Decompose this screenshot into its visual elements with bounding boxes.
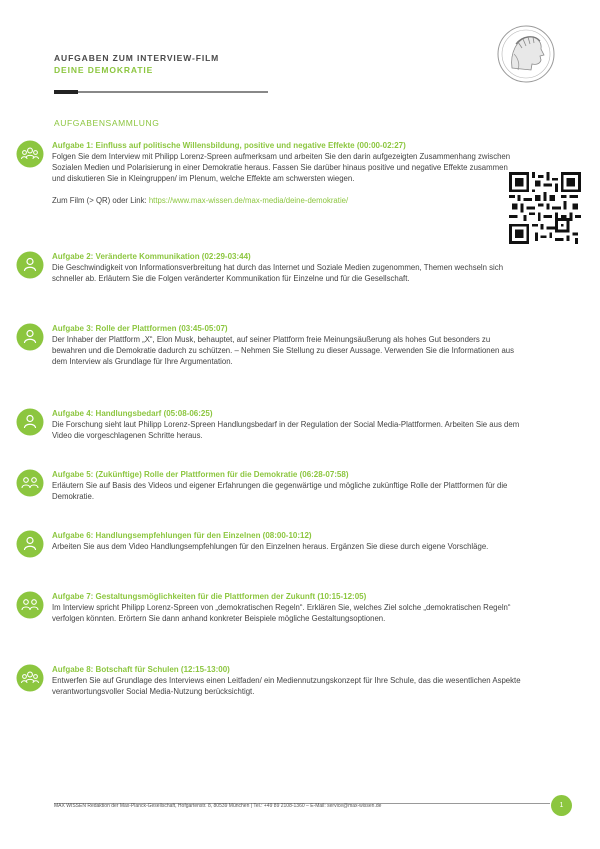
pair-icon [16,469,44,497]
task-text: Der Inhaber der Plattform „X“, Elon Musk, behauptet, auf seiner Plattform freie Meinungsäußerung als hohes Gut besonders zu bewahren und die Demokratie dadurch zu schützen. – Nehmen Sie Stellung zu dieser Aussage. Verwenden Sie die Informationen aus dem Interview als Grundlage für Ihre Argumentation. [52,335,515,367]
document-subtitle: DEINE DEMOKRATIE [54,65,154,75]
pair-icon [16,591,44,619]
film-link[interactable]: https://www.max-wissen.de/max-media/deine-demokratie/ [148,195,349,205]
task-text: Arbeiten Sie aus dem Video Handlungsempfehlungen für den Einzelnen heraus. Ergänzen Sie diese durch eigene Vorschläge. [52,542,489,551]
person-icon [16,408,44,436]
film-link-line [52,195,512,206]
qr-code-icon [509,172,581,244]
document-title: AUFGABEN ZUM INTERVIEW-FILM [54,53,220,63]
task-title: Aufgabe 1: Einfluss auf politische Willensbildung, positive und negative Effekte (00:00-02:27) [52,141,406,150]
footer-text: MAX WISSEN Redaktion der Max-Planck-Gesellschaft, Hofgartenstr. 8, 80539 München | Tel.: +49 89 2108-1360 – E-Mail: service@max-wissen.de [54,803,382,809]
person-icon [16,530,44,558]
task-title: Aufgabe 4: Handlungsbedarf (05:08-06:25) [52,409,213,418]
task-text: Entwerfen Sie auf Grundlage des Interviews einen Leitfaden/ ein Mediennutzungskonzept für Ihre Schule, das die wesentlichen Aspekte verantwortungsvoller Social Media-Nutzung berücksichtigt. [52,676,521,697]
task-title: Aufgabe 6: Handlungsempfehlungen für den Einzelnen (08:00-10:12) [52,531,312,540]
task-text: Folgen Sie dem Interview mit Philipp Lorenz-Spreen aufmerksam und arbeiten Sie den darin aufgezeigten Zusammenhang zwischen Sozialen Medien und Polarisierung in einer Demokratie heraus. Fassen Sie darüber hinaus positive und negative Effekte zusammen und diskutieren Sie in Kleingruppen/ im Plenum, welche Effekte am schwersten wiegen. [52,152,511,184]
group-icon [16,140,44,168]
page-number: 1 [551,795,572,816]
task-title: Aufgabe 7: Gestaltungsmöglichkeiten für die Plattformen der Zukunft (10:15-12:05) [52,592,367,601]
task-title: Aufgabe 2: Veränderte Kommunikation (02:29-03:44) [52,252,251,261]
section-heading: AUFGABENSAMMLUNG [54,118,160,128]
task-text: Die Geschwindigkeit von Informationsverbreitung hat durch das Internet und Soziale Medien zugenommen, Themen wechseln sich schneller ab. Erläutern Sie die Folgen veränderter Kommunikation für Einzelne und für die Gesellschaft. [52,263,504,284]
task-title: Aufgabe 5: (Zukünftige) Rolle der Plattformen für die Demokratie (06:28-07:58) [52,470,349,479]
person-icon [16,323,44,351]
group-icon [16,664,44,692]
person-icon [16,251,44,279]
task-title: Aufgabe 3: Rolle der Plattformen (03:45-05:07) [52,324,228,333]
task-text: Im Interview spricht Philipp Lorenz-Spreen von „demokratischen Regeln“. Erklären Sie, welches Ziel solche „demokratischen Regeln“ verfolgen könnten. Erörtern Sie dann anhand konkreter Beispiele mögliche Gestaltungsoptionen. [52,603,511,624]
task-text: Die Forschung sieht laut Philipp Lorenz-Spreen Handlungsbedarf in der Regulation der Social Media-Plattformen. Arbeiten Sie aus dem Video die vorgeschlagenen Schritte heraus. [52,420,520,441]
task-text: Erläutern Sie auf Basis des Videos und eigener Erfahrungen die gegenwärtige und mögliche zukünftige Rolle der Plattformen für die Demokratie. [52,481,508,502]
task-title: Aufgabe 8: Botschaft für Schulen (12:15-13:00) [52,665,230,674]
link-label: Zum Film (> QR) oder Link: [52,195,149,205]
minerva-logo-icon [496,24,556,84]
header-divider [54,91,268,93]
